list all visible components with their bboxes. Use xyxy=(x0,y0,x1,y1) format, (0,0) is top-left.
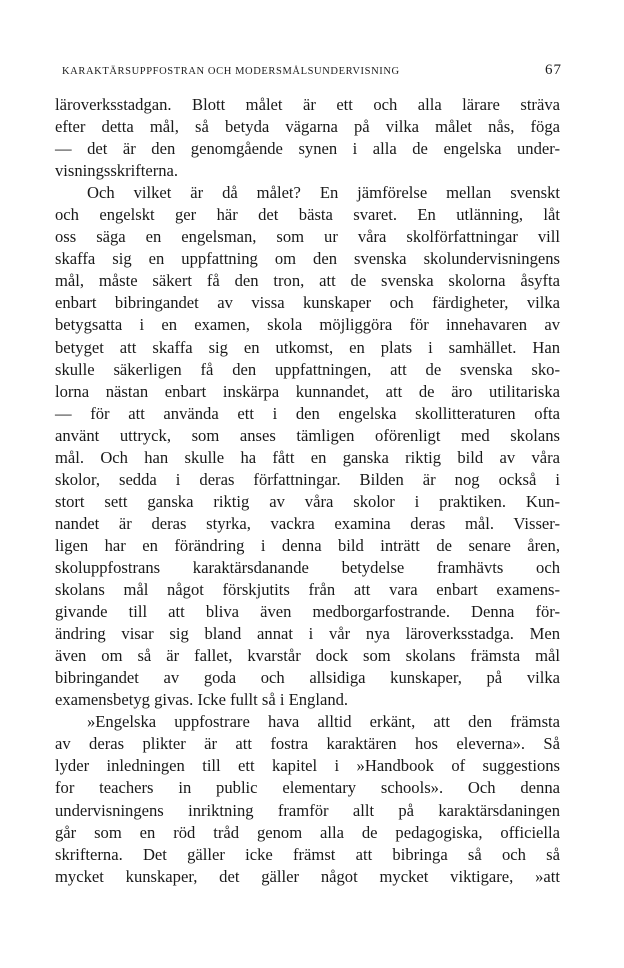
text-line: efter detta mål, så betyda vägarna på vilka målet nås, föga xyxy=(55,117,560,137)
text-line: skolor, sedda i deras författningar. Bilden är nog också i xyxy=(55,469,560,489)
text-line: — det är den genomgående synen i alla de engelska under- xyxy=(55,139,560,159)
text-line: undervisningens inriktning framför allt på karaktärsdaningen xyxy=(55,800,560,820)
text-line: mål, måste säkert få den tron, att de svenska skolorna åsyfta xyxy=(55,271,560,291)
text-line: examensbetyg givas. Icke fullt så i England. xyxy=(55,690,349,710)
text-line: givande till att bliva även medborgarfostrande. Denna för- xyxy=(55,602,560,622)
text-line: skrifterna. Det gäller icke främst att bibringa så och så xyxy=(55,844,560,864)
running-head xyxy=(62,62,562,82)
text-line: skulle säkerligen få den uppfattningen, att de svenska sko- xyxy=(55,359,560,379)
text-line: och engelskt ger här det bästa svaret. En utlänning, låt xyxy=(55,205,560,225)
text-line: av deras plikter är att fostra karaktären hos eleverna». Så xyxy=(55,734,560,754)
paragraph-first-line: »Engelska uppfostrare hava alltid erkänt, att den främsta xyxy=(87,712,560,732)
text-line: ändring visar sig bland annat i vår nya läroverksstadga. Men xyxy=(55,624,560,644)
text-line: går som en röd tråd genom alla de pedagogiska, officiella xyxy=(55,822,560,842)
running-title: KARAKTÄRSUPPFOSTRAN OCH MODERSMÅLSUNDERVISNING xyxy=(62,66,400,77)
text-line: enbart bibringandet av vissa kunskaper och färdigheter, vilka xyxy=(55,293,560,313)
text-line: for teachers in public elementary schools». Och denna xyxy=(55,778,560,798)
text-line: skoluppfostrans karaktärsdanande betydelse framhävts och xyxy=(55,557,560,577)
text-line: — för att använda ett i den engelska skollitteraturen ofta xyxy=(55,403,560,423)
body-text xyxy=(55,94,560,888)
text-line: nandet är deras styrka, vackra examina deras mål. Visser- xyxy=(55,513,560,533)
text-line: mycket kunskaper, det gäller något mycket viktigare, »att xyxy=(55,866,560,886)
paragraph-first-line: Och vilket är då målet? En jämförelse mellan svenskt xyxy=(87,183,560,203)
text-line: skolans mål något förskjutits från att vara enbart examens- xyxy=(55,580,560,600)
text-line: visningsskrifterna. xyxy=(55,161,179,181)
text-line: skaffa sig en uppfattning om den svenska skolundervisningens xyxy=(55,249,560,269)
text-line: ligen har en förändring i denna bild inträtt de senare åren, xyxy=(55,535,560,555)
text-line: lyder inledningen till ett kapitel i »Handbook of suggestions xyxy=(55,756,560,776)
page-number: 67 xyxy=(545,62,562,78)
text-line: använt uttryck, som anses tämligen oförenligt med skolans xyxy=(55,425,560,445)
text-line: även om så är fallet, kvarstår dock som skolans främsta mål xyxy=(55,646,560,666)
text-line: betygsatta i en examen, skola möjliggöra för innehavaren av xyxy=(55,315,560,335)
text-line: stort sett ganska riktig av våra skolor i praktiken. Kun- xyxy=(55,491,560,511)
text-line: läroverksstadgan. Blott målet är ett och alla lärare sträva xyxy=(55,95,560,114)
text-line: bibringandet av goda och allsidiga kunskaper, på vilka xyxy=(55,668,560,688)
text-line: betyget att skaffa sig en utkomst, en plats i samhället. Han xyxy=(55,337,560,357)
text-line: oss säga en engelsman, som ur våra skolförfattningar vill xyxy=(55,227,560,247)
text-line: lorna nästan enbart inskärpa kunnandet, att de äro utilitariska xyxy=(55,381,560,401)
text-line: mål. Och han skulle ha fått en ganska riktig bild av våra xyxy=(55,447,560,467)
